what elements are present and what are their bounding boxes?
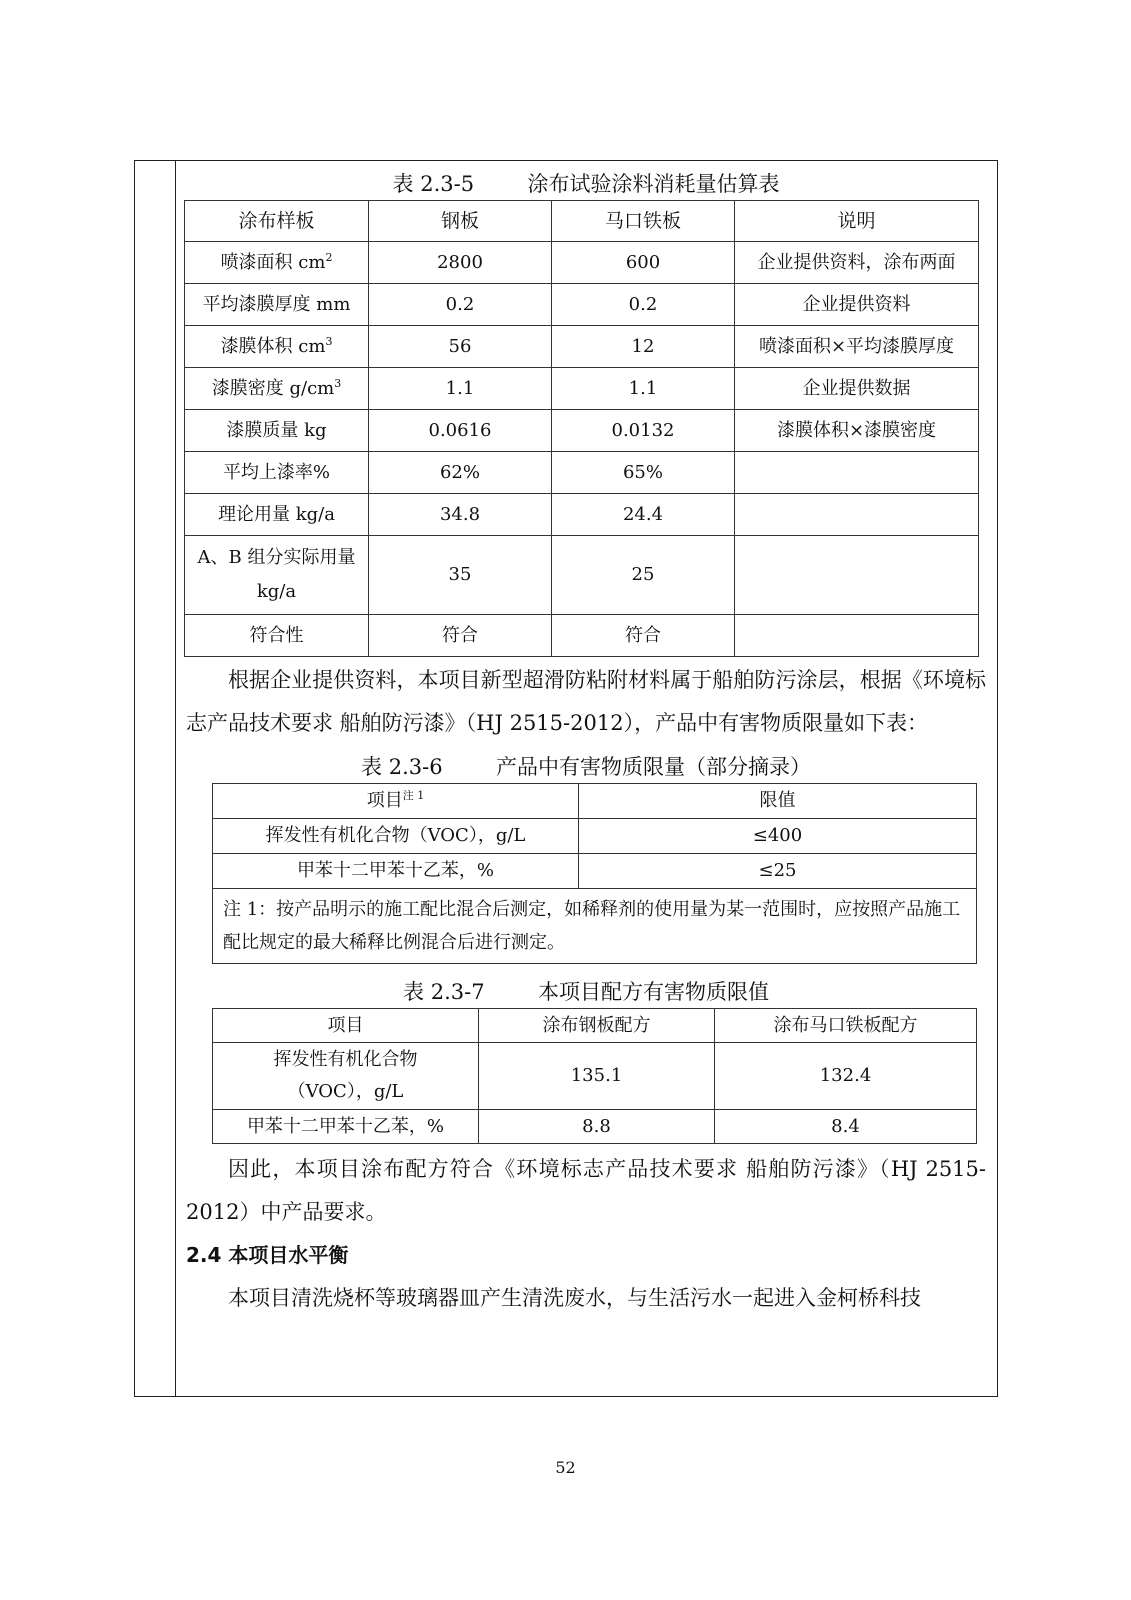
table-row: [213, 889, 977, 964]
section-title: 2.4 本项目水平衡: [186, 1243, 349, 1267]
tin-value: 65%: [552, 452, 735, 494]
table-2-3-5-caption: 表 2.3-5 涂布试验涂料消耗量估算表: [392, 172, 780, 196]
table-row: [185, 368, 979, 410]
paragraph: 根据企业提供资料，本项目新型超滑防粘附材料属于船舶防污涂层，根据《环境标志产品技术要求 船舶防污漆》（HJ 2515-2012），产品中有害物质限量如下表：: [186, 668, 986, 735]
row-note: 企业提供资料: [735, 284, 979, 326]
tin-value: 132.4: [715, 1043, 977, 1110]
item-cell: 挥发性有机化合物（VOC），g/L: [213, 1043, 479, 1110]
steel-value: 1.1: [369, 368, 552, 410]
paragraph: 因此，本项目涂布配方符合《环境标志产品技术要求 船舶防污漆》（HJ 2515-2012）中产品要求。: [186, 1157, 986, 1224]
table-note: 注 1：按产品明示的施工配比混合后测定，如稀释剂的使用量为某一范围时，应按照产品施工配比规定的最大稀释比例混合后进行测定。: [213, 889, 977, 964]
row-label: 漆膜质量 kg: [185, 410, 369, 452]
row-label: 符合性: [185, 615, 369, 657]
header-cell: 涂布样板: [185, 201, 369, 242]
steel-value: 2800: [369, 242, 552, 284]
row-note: [735, 615, 979, 657]
coating-consumption-table: [184, 200, 979, 657]
tin-value: 0.0132: [552, 410, 735, 452]
frame-divider: [175, 160, 176, 1397]
table-row: [185, 326, 979, 368]
formula-hazard-table: [212, 1008, 977, 1144]
table-header-row: [185, 201, 979, 242]
header-cell: 钢板: [369, 201, 552, 242]
tin-value: 24.4: [552, 494, 735, 536]
steel-value: 34.8: [369, 494, 552, 536]
header-cell: 马口铁板: [552, 201, 735, 242]
tin-value: 600: [552, 242, 735, 284]
table-row: [213, 854, 977, 889]
header-cell: 涂布钢板配方: [479, 1009, 715, 1043]
table-2-3-7-caption: 表 2.3-7 本项目配方有害物质限值: [403, 980, 769, 1004]
row-label: A、B 组分实际用量 kg/a: [185, 536, 369, 615]
item-cell: 挥发性有机化合物（VOC），g/L: [213, 819, 579, 854]
steel-value: 35: [369, 536, 552, 615]
header-cell: 项目: [213, 1009, 479, 1043]
table-row: [185, 494, 979, 536]
row-label: 平均漆膜厚度 mm: [185, 284, 369, 326]
header-cell: 涂布马口铁板配方: [715, 1009, 977, 1043]
steel-value: 8.8: [479, 1110, 715, 1144]
table-row: [185, 242, 979, 284]
table-row: [213, 1043, 977, 1110]
hazardous-substance-limit-table: [212, 783, 977, 964]
row-note: 喷漆面积×平均漆膜厚度: [735, 326, 979, 368]
row-label: 喷漆面积 $cm^2$: [185, 242, 369, 284]
table-row: [213, 819, 977, 854]
table-row: [185, 615, 979, 657]
row-note: [735, 494, 979, 536]
row-note: [735, 536, 979, 615]
row-label: 漆膜体积 $cm^3$: [185, 326, 369, 368]
row-note: 企业提供数据: [735, 368, 979, 410]
table-row: [213, 1110, 977, 1144]
table-row: [185, 410, 979, 452]
steel-value: 符合: [369, 615, 552, 657]
table-row: [185, 284, 979, 326]
item-cell: 甲苯十二甲苯十乙苯，%: [213, 1110, 479, 1144]
tin-value: 12: [552, 326, 735, 368]
table-2-3-6-caption: 表 2.3-6 产品中有害物质限量（部分摘录）: [361, 755, 811, 779]
steel-value: 0.0616: [369, 410, 552, 452]
tin-value: 25: [552, 536, 735, 615]
tin-value: 8.4: [715, 1110, 977, 1144]
header-cell: 说明: [735, 201, 979, 242]
row-note: 漆膜体积×漆膜密度: [735, 410, 979, 452]
table-header-row: [213, 784, 977, 819]
header-cell: 限值: [579, 784, 977, 819]
limit-cell: ≤400: [579, 819, 977, 854]
steel-value: 135.1: [479, 1043, 715, 1110]
table-row: [185, 536, 979, 615]
item-cell: 甲苯十二甲苯十乙苯，%: [213, 854, 579, 889]
row-label: 理论用量 kg/a: [185, 494, 369, 536]
row-note: 企业提供资料，涂布两面: [735, 242, 979, 284]
limit-cell: ≤25: [579, 854, 977, 889]
row-note: [735, 452, 979, 494]
steel-value: 62%: [369, 452, 552, 494]
table-row: [185, 452, 979, 494]
header-cell: 项目$^{注 1}$: [213, 784, 579, 819]
paragraph: 本项目清洗烧杯等玻璃器皿产生清洗废水，与生活污水一起进入金柯桥科技: [228, 1286, 921, 1310]
row-label: 漆膜密度 $g/cm^3$: [185, 368, 369, 410]
table-header-row: [213, 1009, 977, 1043]
row-label: 平均上漆率%: [185, 452, 369, 494]
tin-value: 0.2: [552, 284, 735, 326]
tin-value: 1.1: [552, 368, 735, 410]
steel-value: 56: [369, 326, 552, 368]
main-content: [186, 168, 986, 1320]
tin-value: 符合: [552, 615, 735, 657]
steel-value: 0.2: [369, 284, 552, 326]
page-number: 52: [555, 1458, 576, 1477]
